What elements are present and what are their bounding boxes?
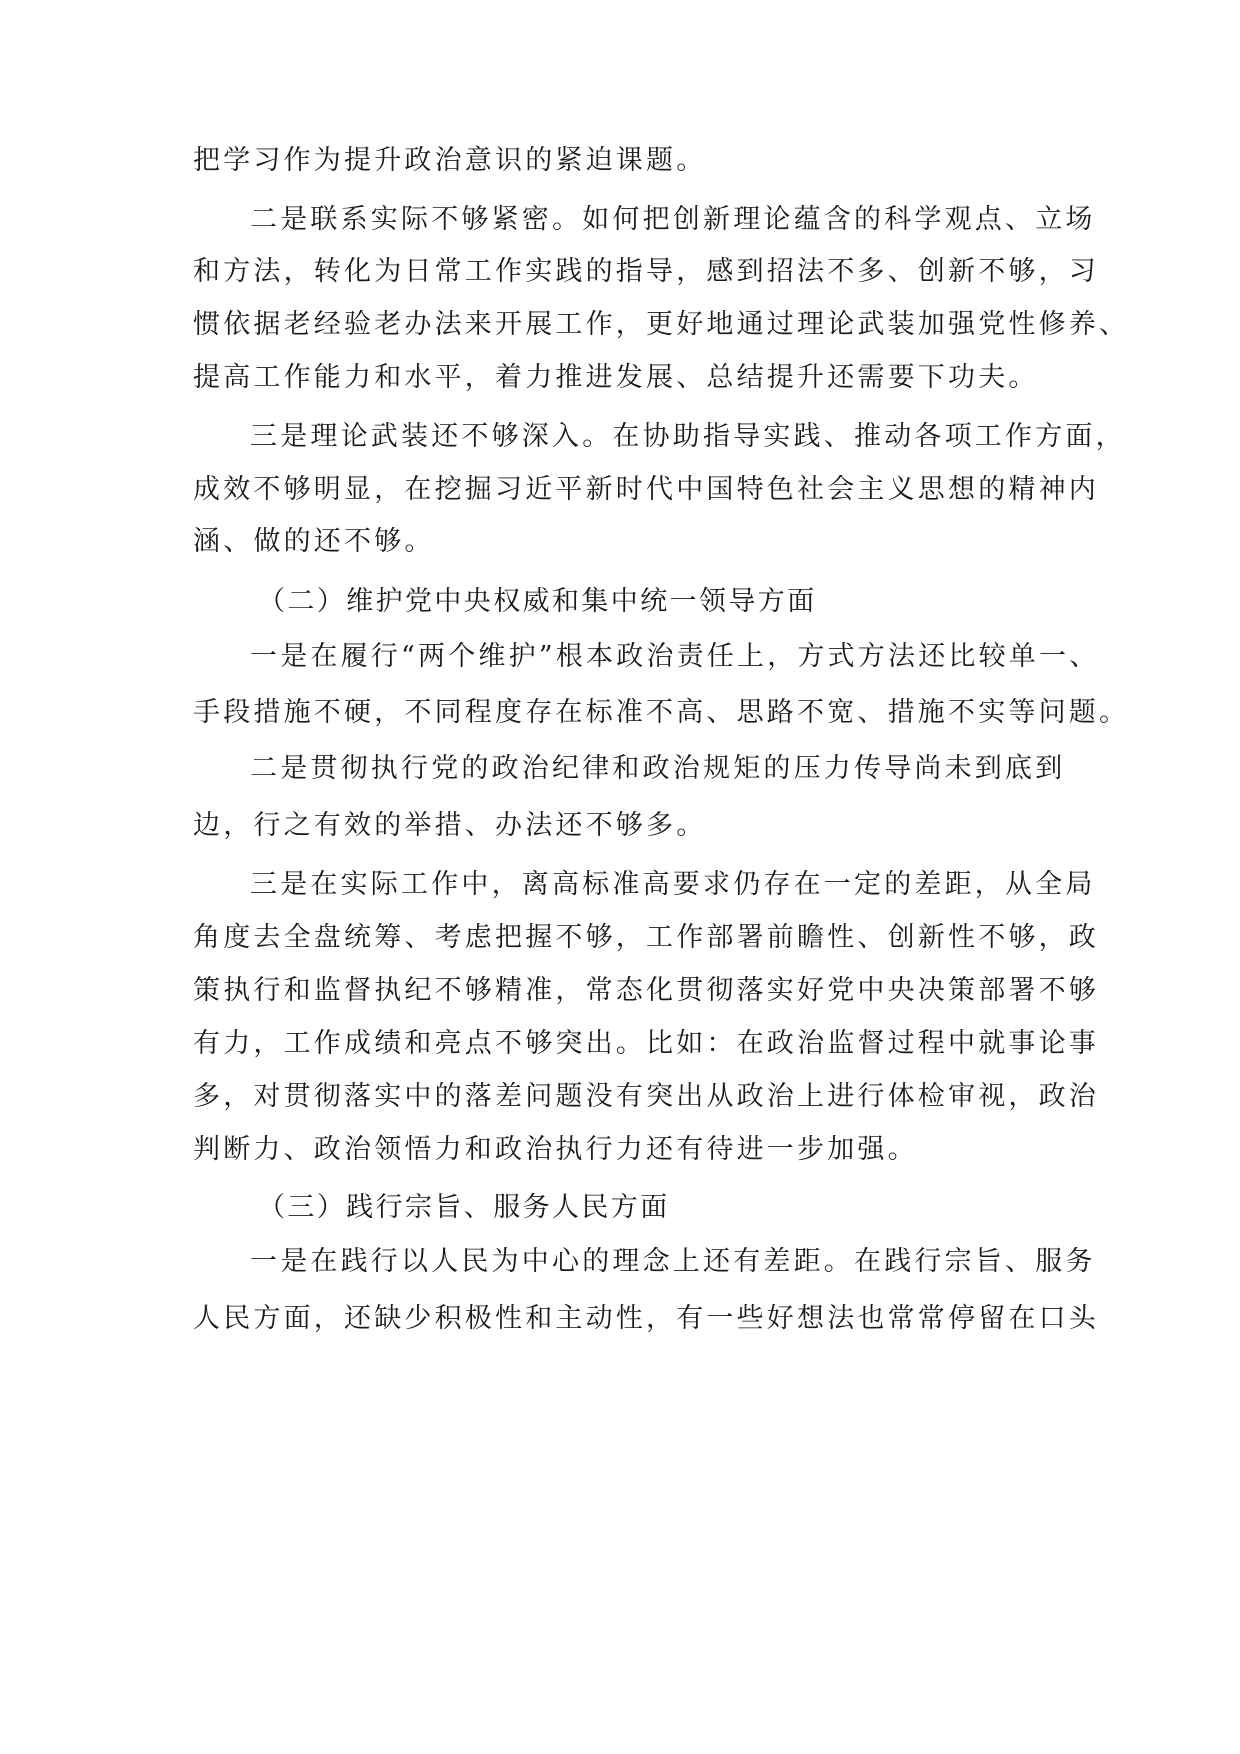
paragraph-line: 三是理论武装还不够深入。在协助指导实践、推动各项工作方面， (250, 421, 1126, 452)
paragraph-line: 一是在践行以人民为中心的理念上还有差距。在践行宗旨、服务 (250, 1246, 1096, 1277)
paragraph-line: 有力，工作成绩和亮点不够突出。比如：在政治监督过程中就事论事 (193, 1028, 1099, 1059)
paragraph-line: 多，对贯彻落实中的落差问题没有突出从政治上进行体检审视，政治 (193, 1081, 1099, 1112)
paragraph-line: 人民方面，还缺少积极性和主动性，有一些好想法也常常停留在口头 (193, 1303, 1099, 1334)
paragraph-line: 涵、做的还不够。 (193, 526, 435, 557)
paragraph-line: 边，行之有效的举措、办法还不够多。 (193, 810, 707, 841)
paragraph-line: 成效不够明显，在挖掘习近平新时代中国特色社会主义思想的精神内 (193, 474, 1099, 505)
paragraph-line: 提高工作能力和水平，着力推进发展、总结提升还需要下功夫。 (193, 362, 1039, 393)
paragraph-line: 角度去全盘统筹、考虑把握不够，工作部署前瞻性、创新性不够，政 (193, 922, 1099, 953)
paragraph-line: 二是贯彻执行党的政治纪律和政治规矩的压力传导尚未到底到 (250, 753, 1066, 784)
section-heading: （三）践行宗旨、服务人民方面 (258, 1192, 670, 1223)
paragraph-line: 惯依据老经验老办法来开展工作，更好地通过理论武装加强党性修养、 (193, 309, 1130, 340)
paragraph-line: 三是在实际工作中，离高标准高要求仍存在一定的差距，从全局 (250, 869, 1096, 900)
paragraph-line: 判断力、政治领悟力和政治执行力还有待进一步加强。 (193, 1134, 918, 1165)
paragraph-line: 和方法，转化为日常工作实践的指导，感到招法不多、创新不够，习 (193, 256, 1099, 287)
paragraph-line: 把学习作为提升政治意识的紧迫课题。 (193, 145, 707, 176)
paragraph-line: 手段措施不硬，不同程度存在标准不高、思路不宽、措施不实等问题。 (193, 697, 1130, 728)
section-heading: （二）维护党中央权威和集中统一领导方面 (258, 586, 817, 617)
paragraph-line: 策执行和监督执纪不够精准，常态化贯彻落实好党中央决策部署不够 (193, 975, 1099, 1006)
paragraph-line: 二是联系实际不够紧密。如何把创新理论蕴含的科学观点、立场 (250, 204, 1096, 235)
paragraph-line: 一是在履行“两个维护”根本政治责任上，方式方法还比较单一、 (250, 641, 1100, 672)
